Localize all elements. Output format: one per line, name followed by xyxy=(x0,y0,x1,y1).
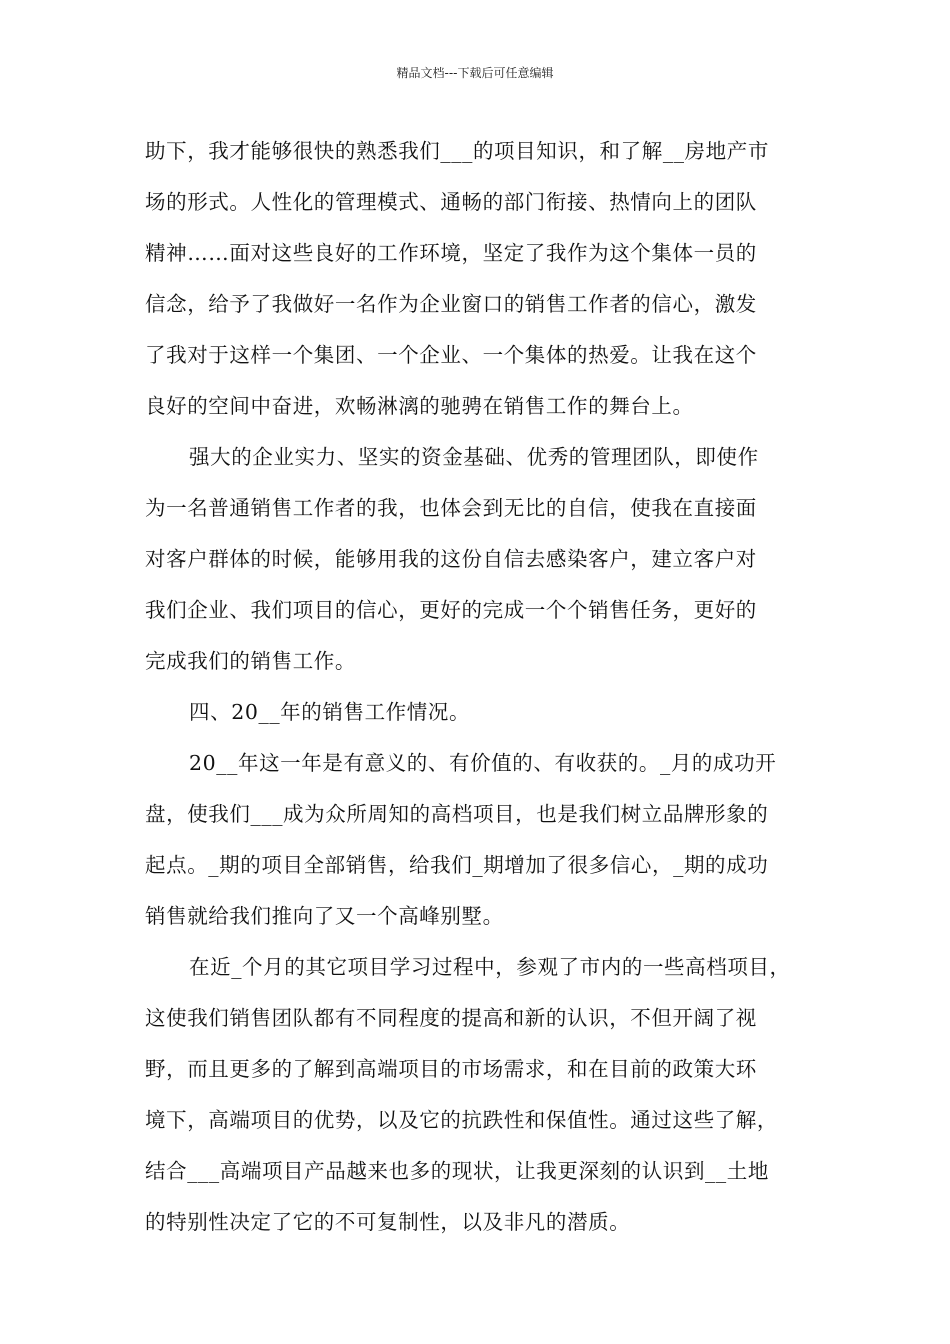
body-line-21: 结合___高端项目产品越来也多的现状，让我更深刻的认识到__土地 xyxy=(145,1159,769,1183)
body-line-4: 信念，给予了我做好一名作为企业窗口的销售工作者的信心，激发 xyxy=(145,292,757,316)
body-line-18: 这使我们销售团队都有不同程度的提高和新的认识，不但开阔了视 xyxy=(145,1006,757,1030)
body-line-14: 盘，使我们___成为众所周知的高档项目，也是我们树立品牌形象的 xyxy=(145,802,769,826)
body-line-7: 强大的企业实力、坚实的资金基础、优秀的管理团队，即使作 xyxy=(189,445,759,469)
body-line-19: 野，而且更多的了解到高端项目的市场需求，和在目前的政策大环 xyxy=(145,1057,757,1081)
body-line-2: 场的形式。人性化的管理模式、通畅的部门衔接、热情向上的团队 xyxy=(145,190,757,214)
body-line-16: 销售就给我们推向了又一个高峰别墅。 xyxy=(145,904,504,928)
body-line-15: 起点。_期的项目全部销售，给我们_期增加了很多信心，_期的成功 xyxy=(145,853,769,877)
section-heading: 四、20__年的销售工作情况。 xyxy=(189,700,471,724)
body-line-6: 良好的空间中奋进，欢畅淋漓的驰骋在销售工作的舞台上。 xyxy=(145,394,694,418)
body-line-11: 完成我们的销售工作。 xyxy=(145,649,356,673)
document-body xyxy=(145,126,825,1248)
body-line-17: 在近_个月的其它项目学习过程中，参观了市内的一些高档项目， xyxy=(189,955,791,979)
body-line-10: 我们企业、我们项目的信心，更好的完成一个个销售任务，更好的 xyxy=(145,598,757,622)
body-line-3: 精神……面对这些良好的工作环境，坚定了我作为这个集体一员的 xyxy=(145,241,757,265)
body-line-20: 境下，高端项目的优势，以及它的抗跌性和保值性。通过这些了解， xyxy=(145,1108,778,1132)
body-line-9: 对客户群体的时候，能够用我的这份自信去感染客户，建立客户对 xyxy=(145,547,757,571)
body-line-1: 助下，我才能够很快的熟悉我们___的项目知识，和了解__房地产市 xyxy=(145,139,769,163)
body-line-22: 的特别性决定了它的不可复制性，以及非凡的潜质。 xyxy=(145,1210,631,1234)
body-line-13: 20__年这一年是有意义的、有价值的、有收获的。_月的成功开 xyxy=(189,751,777,775)
body-line-8: 为一名普通销售工作者的我，也体会到无比的自信，使我在直接面 xyxy=(145,496,757,520)
body-line-5: 了我对于这样一个集团、一个企业、一个集体的热爱。让我在这个 xyxy=(145,343,757,367)
page-header: 精品文档---下载后可任意编辑 xyxy=(396,66,554,80)
